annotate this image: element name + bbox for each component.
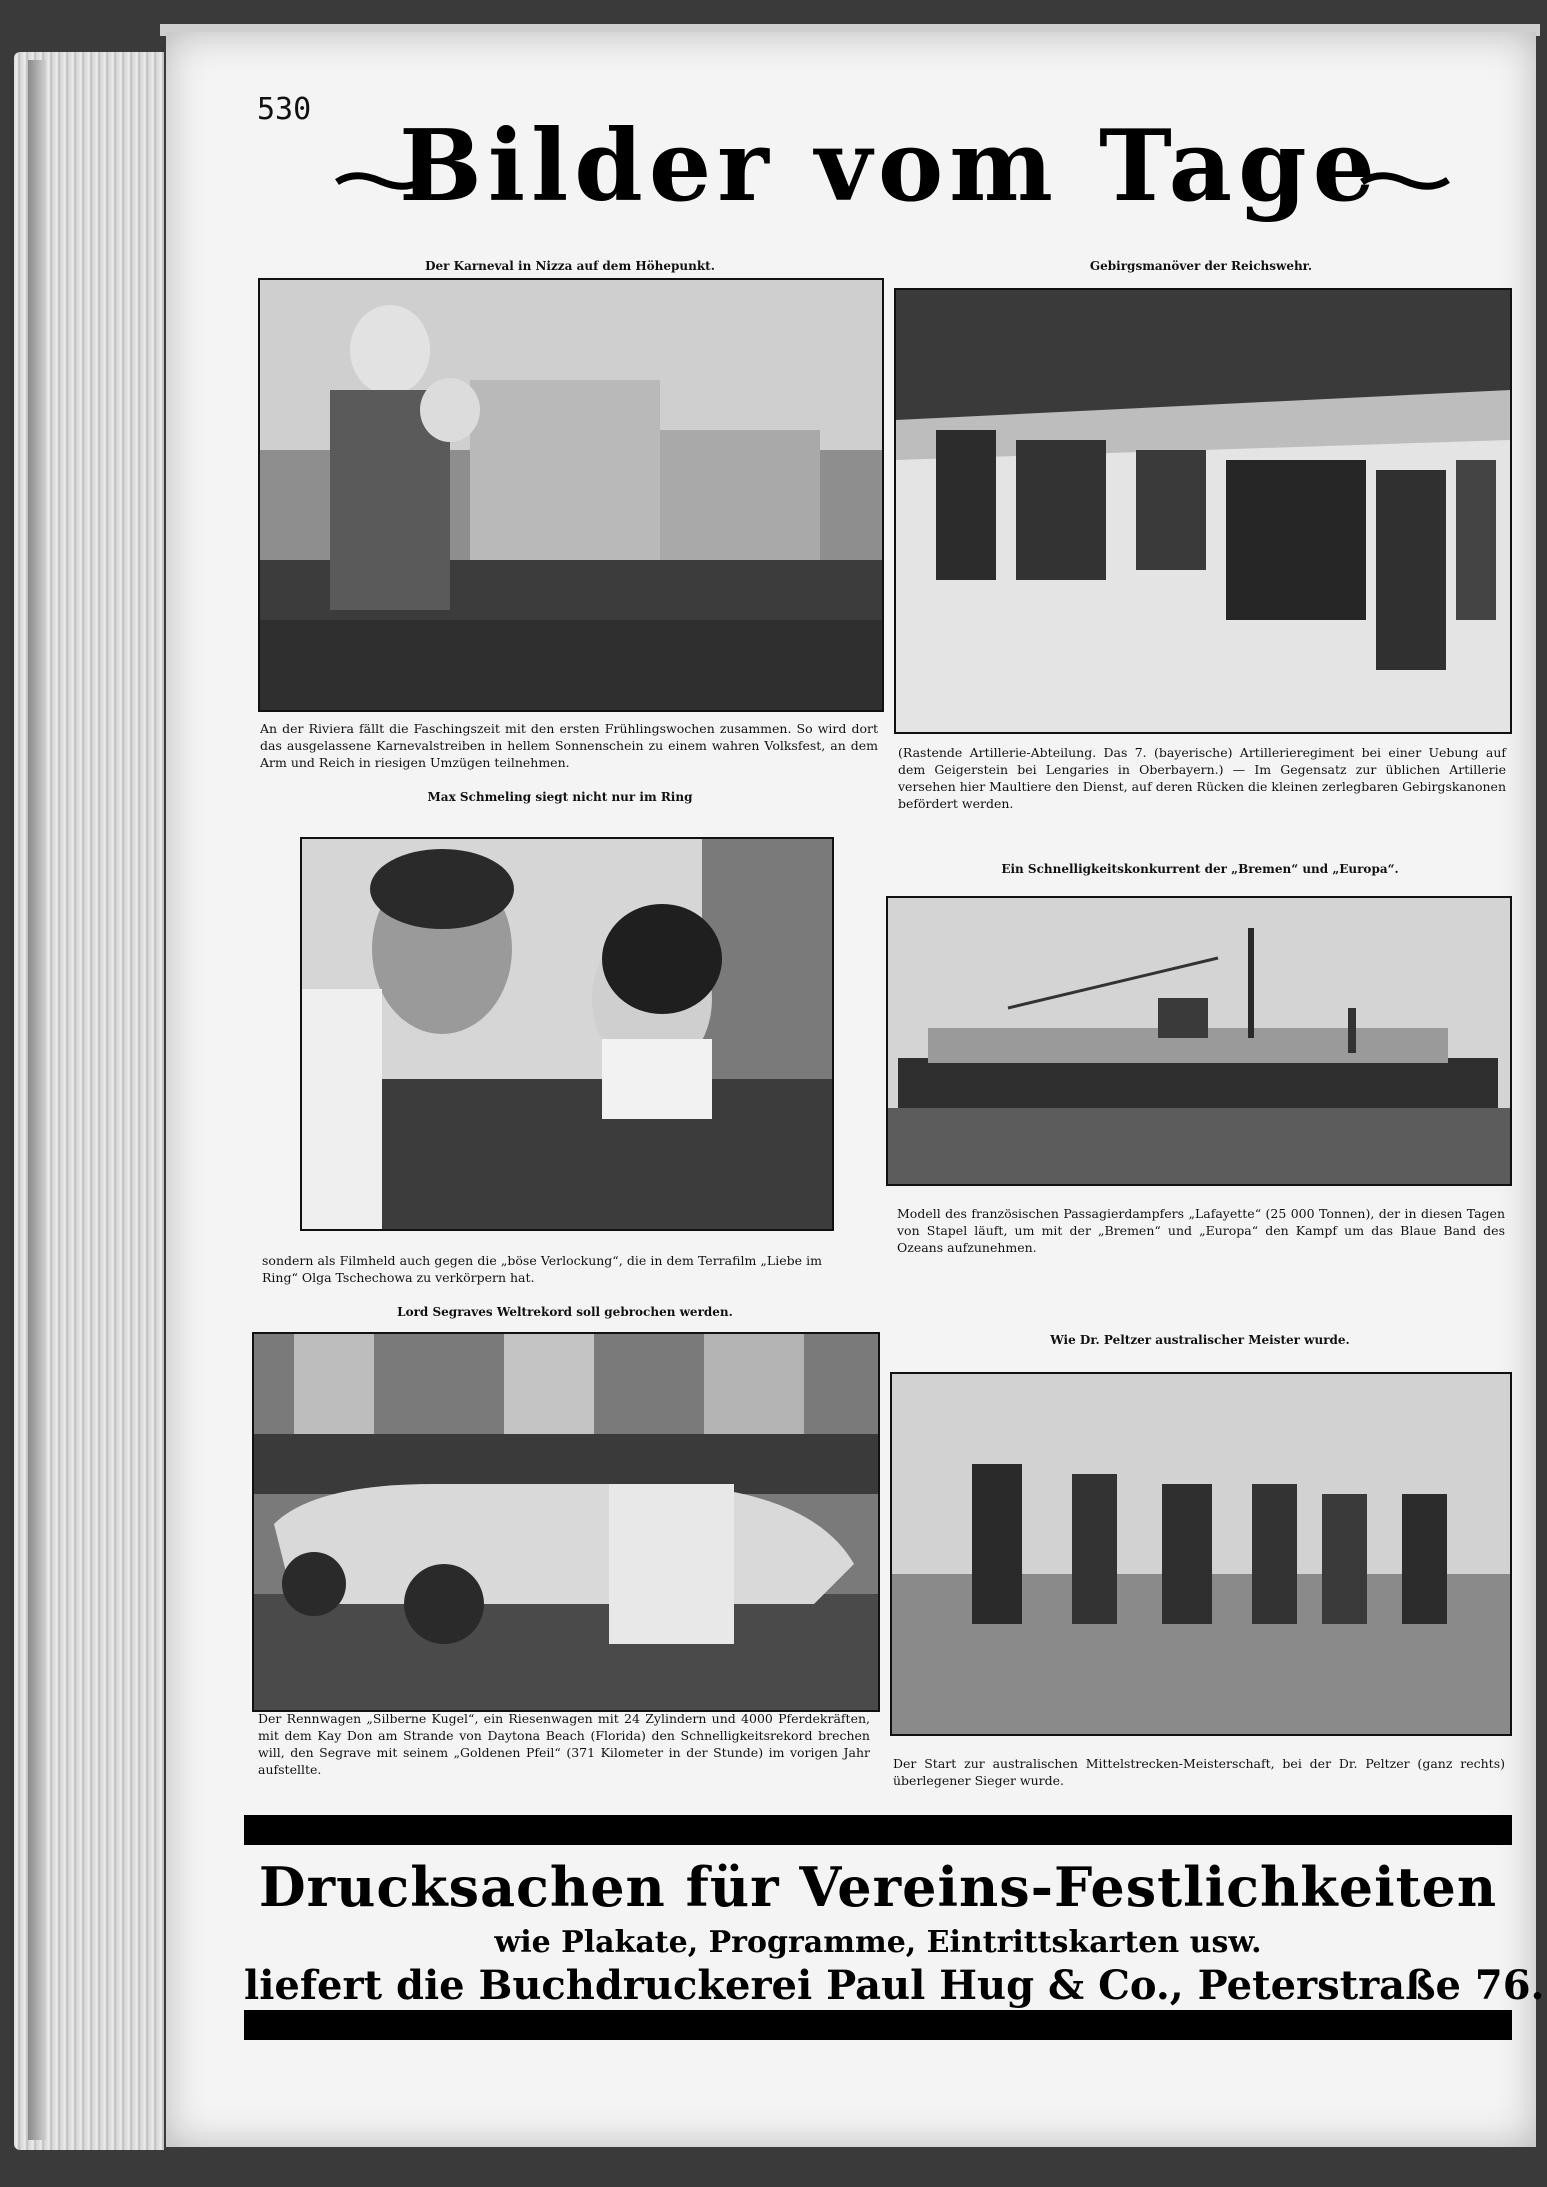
ad-headline: Drucksachen für Vereins-Festlichkeiten [258, 1855, 1498, 1919]
ship-photo [886, 896, 1512, 1186]
carnival-caption: An der Riviera fällt die Faschingszeit mit den ersten Frühlingswochen zusammen. So wird dort das ausgelassene Karnevalstreiben in hellem Sonnenschein zu einem wahren Volksfest, an dem Arm und Reich in riesigen Umzügen teilnehmen. [260, 721, 878, 770]
schmeling-photo [300, 837, 834, 1231]
racecar-photo [252, 1332, 880, 1712]
racecar-heading: Lord Segraves Weltrekord soll gebrochen werden. [397, 1305, 733, 1319]
race-caption: Der Start zur australischen Mittelstrecken-Meisterschaft, bei der Dr. Peltzer (ganz rechts) überlegener Sieger wurde. [893, 1756, 1505, 1788]
maneuver-photo [894, 288, 1512, 734]
ad-top-bar [244, 1815, 1512, 1845]
ad-subline: wie Plakate, Programme, Eintrittskarten usw. [494, 1925, 1262, 1960]
schmeling-caption: sondern als Filmheld auch gegen die „böse Verlockung“, die in dem Terrafilm „Liebe im Ring“ Olga Tschechowa zu verkörpern hat. [262, 1253, 822, 1285]
race-heading: Wie Dr. Peltzer australischer Meister wurde. [1050, 1333, 1350, 1347]
maneuver-heading: Gebirgsmanöver der Reichswehr. [1089, 259, 1313, 273]
ad-address: liefert die Buchdruckerei Paul Hug & Co., Peterstraße 76. [244, 1962, 1545, 2009]
carnival-heading: Der Karneval in Nizza auf dem Höhepunkt. [425, 259, 715, 273]
page-title: Bilder vom Tage [399, 109, 1381, 224]
ad-bottom-bar [244, 2010, 1512, 2040]
carnival-photo [258, 278, 884, 712]
page-number: 530 [257, 92, 312, 127]
ship-caption: Modell des französischen Passagierdampfers „Lafayette“ (25 000 Tonnen), der in diesen Tagen von Stapel läuft, um mit der „Bremen“ und „Europa“ den Kampf um das Blaue Band des Ozeans aufzunehmen. [897, 1206, 1505, 1255]
book-binding [28, 60, 46, 2140]
schmeling-heading: Max Schmeling siegt nicht nur im Ring [427, 790, 693, 804]
right-ornament-icon [1360, 170, 1450, 192]
race-photo [890, 1372, 1512, 1736]
maneuver-caption: (Rastende Artillerie-Abteilung. Das 7. (bayerische) Artillerieregiment bei einer Uebung auf dem Geigerstein bei Lengaries in Oberbayern.) — Im Gegensatz zur üblichen Artillerie versehen hier Maultiere den Dienst, auf deren Rücken die kleinen zerlegbaren Gebirgskanonen befördert werden. [898, 745, 1506, 811]
ship-heading: Ein Schnelligkeitskonkurrent der „Bremen“ und „Europa“. [1001, 862, 1399, 876]
racecar-caption: Der Rennwagen „Silberne Kugel“, ein Riesenwagen mit 24 Zylindern und 4000 Pferdekräften, mit dem Kay Don am Strande von Daytona Beach (Florida) den Schnelligkeitsrekord brechen will, den Segrave mit seinem „Goldenen Pfeil“ (371 Kilometer in der Stunde) im vorigen Jahr aufstellte. [258, 1711, 870, 1777]
